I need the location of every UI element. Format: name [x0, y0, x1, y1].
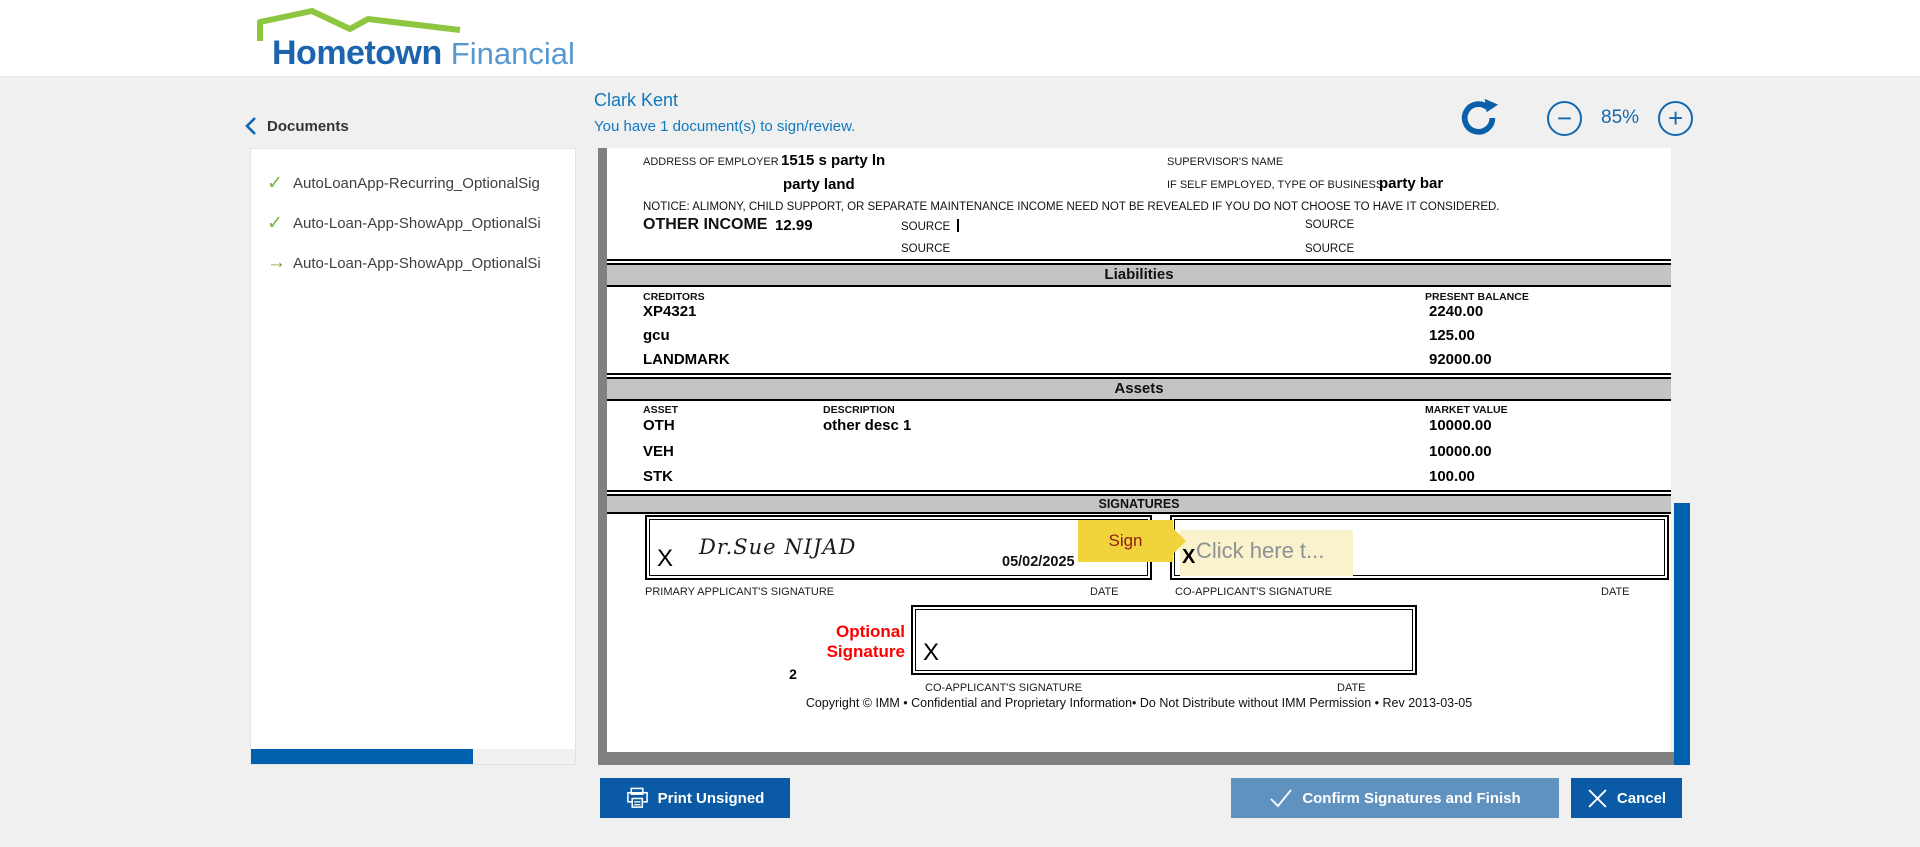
documents-panel-title: Documents — [267, 117, 349, 135]
employer-address-value2: party land — [783, 176, 855, 193]
asset-code: STK — [643, 468, 673, 485]
primary-signature-box — [645, 515, 1152, 580]
document-list-item[interactable] — [251, 163, 575, 203]
printer-icon — [626, 787, 649, 809]
source-field-4: SOURCE — [1305, 243, 1355, 255]
text-cursor — [957, 219, 959, 232]
zoom-in-button[interactable] — [1658, 101, 1693, 136]
employer-address-value: 1515 s party ln — [781, 152, 886, 169]
present-balance-column-label: PRESENT BALANCE — [1425, 291, 1529, 303]
date-label: DATE — [1337, 682, 1366, 694]
document-viewer — [598, 148, 1690, 765]
liabilities-title: Liabilities — [607, 263, 1671, 287]
optional-word: Signature — [826, 642, 905, 661]
description-column-label: DESCRIPTION — [823, 404, 895, 416]
x-icon — [1587, 788, 1608, 809]
confirm-signatures-label: Confirm Signatures and Finish — [1302, 789, 1521, 807]
market-value-column-label: MARKET VALUE — [1425, 404, 1508, 416]
refresh-icon[interactable] — [1458, 97, 1500, 139]
creditor-balance: 125.00 — [1429, 327, 1475, 344]
date-label: DATE — [1090, 586, 1119, 598]
source-field-2: SOURCE — [1305, 219, 1355, 231]
brand-name-secondary: Financial — [450, 36, 575, 71]
sign-here-placeholder: Click here t... — [1196, 538, 1325, 563]
documents-horizontal-scrollbar[interactable] — [250, 749, 576, 765]
documents-count-message: You have 1 document(s) to sign/review. — [594, 118, 856, 135]
primary-signature-date: 05/02/2025 — [1002, 554, 1075, 570]
asset-description: other desc 1 — [823, 417, 912, 434]
brand-name: Hometown — [272, 34, 442, 72]
current-arrow-icon: → — [267, 252, 286, 273]
confirm-signatures-button[interactable] — [1231, 778, 1559, 818]
source-field-1[interactable] — [901, 219, 959, 233]
other-income-label: OTHER INCOME — [643, 216, 768, 233]
copyright-line: Copyright © IMM • Confidential and Proprietary Information• Do Not Distribute without IMM Permission • Rev 2013-03-05 — [805, 696, 1473, 710]
creditor-name: LANDMARK — [643, 351, 730, 368]
assets-title: Assets — [607, 377, 1671, 401]
creditors-column-label: CREDITORS — [643, 291, 705, 303]
asset-value: 100.00 — [1429, 468, 1475, 485]
employer-address-label: ADDRESS OF EMPLOYER — [643, 156, 779, 168]
primary-signature-label: PRIMARY APPLICANT'S SIGNATURE — [645, 586, 835, 598]
asset-value: 10000.00 — [1429, 443, 1492, 460]
optional-signature-number: 2 — [789, 666, 797, 682]
optional-word: Optional — [836, 622, 905, 641]
scrollbar-thumb[interactable] — [251, 749, 473, 764]
cancel-label: Cancel — [1616, 789, 1667, 807]
signatures-section — [607, 490, 1671, 514]
asset-code: OTH — [643, 417, 675, 434]
optional-signature-box[interactable] — [911, 605, 1417, 675]
chevron-left-icon — [244, 116, 257, 136]
signatures-title: SIGNATURES — [607, 494, 1671, 514]
signature-x-mark: X — [923, 639, 940, 666]
zoom-level: 85% — [1601, 107, 1640, 128]
viewer-controls — [1458, 96, 1693, 140]
document-name: Auto-Loan-App-ShowApp_OptionalSi — [293, 214, 541, 232]
assets-section — [607, 373, 1671, 401]
sign-tag-button[interactable] — [1078, 520, 1173, 562]
signature-x-mark: X — [657, 545, 674, 572]
creditor-balance: 2240.00 — [1429, 303, 1484, 320]
viewer-gutter-bottom[interactable] — [598, 752, 1690, 765]
notice-text: NOTICE: ALIMONY, CHILD SUPPORT, OR SEPARATE MAINTENANCE INCOME NEED NOT BE REVEALED IF YOU DO NOT CHOOSE TO HAVE IT CONSIDERED. — [643, 201, 1500, 213]
check-icon — [1269, 788, 1293, 808]
signature-x-mark: X — [1182, 546, 1196, 568]
print-unsigned-button[interactable] — [600, 778, 790, 818]
liabilities-section — [607, 259, 1671, 287]
document-name: AutoLoanApp-Recurring_OptionalSig — [293, 174, 540, 192]
documents-list — [250, 148, 576, 749]
document-list-item-current[interactable] — [251, 243, 575, 283]
asset-value: 10000.00 — [1429, 417, 1492, 434]
sign-tag-label: Sign — [1108, 531, 1143, 550]
self-employed-value: party bar — [1379, 175, 1444, 192]
co-applicant-sign-field[interactable] — [1180, 530, 1353, 576]
brand-logo — [256, 4, 676, 74]
date-label: DATE — [1601, 586, 1630, 598]
cancel-button[interactable] — [1571, 778, 1682, 818]
co-applicant-signature-label: CO-APPLICANT'S SIGNATURE — [1175, 586, 1333, 598]
self-employed-label: IF SELF EMPLOYED, TYPE OF BUSINESS — [1167, 179, 1384, 191]
signed-check-icon: ✓ — [267, 212, 283, 234]
sign-tag-arrow-icon — [1173, 528, 1186, 554]
source-label: SOURCE — [901, 221, 951, 233]
optional-signature-note — [757, 622, 905, 662]
print-unsigned-label: Print Unsigned — [657, 789, 765, 807]
documents-back-button[interactable] — [244, 116, 349, 136]
viewer-vertical-scrollbar-thumb[interactable] — [1674, 503, 1690, 765]
viewer-gutter-left — [598, 148, 607, 765]
user-name: Clark Kent — [594, 90, 679, 110]
top-bar — [0, 0, 1920, 77]
signed-check-icon: ✓ — [267, 172, 283, 194]
optional-co-applicant-label: CO-APPLICANT'S SIGNATURE — [925, 682, 1083, 694]
creditor-name: gcu — [643, 327, 670, 344]
document-list-item[interactable] — [251, 203, 575, 243]
asset-code: VEH — [643, 443, 674, 460]
creditor-name: XP4321 — [643, 303, 697, 320]
document-page — [607, 148, 1671, 752]
minus-glyph: − — [1556, 103, 1573, 133]
other-income-value: 12.99 — [775, 217, 813, 234]
source-field-3: SOURCE — [901, 243, 951, 255]
primary-signature-value: Dr.Sue NIJAD — [699, 535, 857, 559]
zoom-out-button[interactable] — [1547, 101, 1582, 136]
creditor-balance: 92000.00 — [1429, 351, 1492, 368]
asset-column-label: ASSET — [643, 404, 679, 416]
supervisor-name-label: SUPERVISOR'S NAME — [1167, 156, 1284, 168]
plus-glyph: + — [1667, 103, 1684, 133]
document-name: Auto-Loan-App-ShowApp_OptionalSi — [293, 254, 541, 272]
